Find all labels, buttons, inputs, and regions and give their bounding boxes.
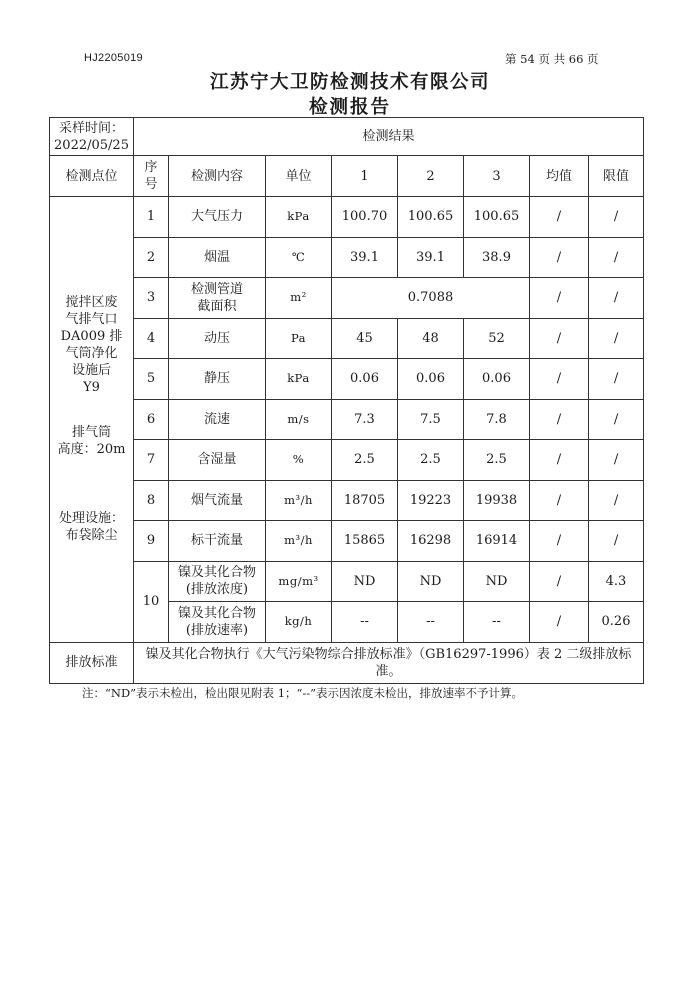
value-cell: 100.70	[332, 197, 398, 238]
page-number: 第 54 页 共 66 页	[505, 52, 599, 66]
item-line: 镍及其化合物	[177, 605, 256, 621]
unit-cell: kg/h	[266, 602, 332, 643]
item-cell	[169, 602, 266, 643]
limit-cell: /	[589, 440, 644, 481]
table-row	[50, 318, 644, 359]
table-row	[50, 237, 644, 278]
col-header-avg: 均值	[530, 156, 589, 197]
value-cell: 45	[332, 318, 398, 359]
footnote: 注：“ND”表示未检出，检出限见附表 1；“--”表示因浓度未检出，排放速率不予计算。	[82, 686, 524, 700]
seq-cell: 10	[134, 561, 169, 642]
col-header-seq	[134, 156, 169, 197]
col-header-point: 检测点位	[50, 156, 134, 197]
value-cell: --	[398, 602, 464, 643]
value-cell: ND	[464, 561, 530, 602]
point-cell	[50, 197, 134, 643]
value-cell: --	[464, 602, 530, 643]
unit-cell: ℃	[266, 237, 332, 278]
seq-cell: 6	[134, 399, 169, 440]
limit-cell: /	[589, 480, 644, 521]
seq-cell: 1	[134, 197, 169, 238]
unit-cell: m³/h	[266, 480, 332, 521]
item-cell: 烟温	[169, 237, 266, 278]
limit-cell: /	[589, 399, 644, 440]
unit-cell: m/s	[266, 399, 332, 440]
value-cell: 0.06	[398, 359, 464, 400]
item-cell: 烟气流量	[169, 480, 266, 521]
item-cell	[169, 278, 266, 319]
item-line: (排放浓度)	[185, 582, 249, 598]
point-line: 设施后	[71, 363, 111, 379]
value-cell: 52	[464, 318, 530, 359]
limit-cell: /	[589, 197, 644, 238]
item-line: 镍及其化合物	[177, 565, 256, 581]
item-cell: 大气压力	[169, 197, 266, 238]
point-line: Y9	[83, 380, 100, 396]
unit-cell: kPa	[266, 359, 332, 400]
limit-cell: /	[589, 521, 644, 562]
value-cell: ND	[398, 561, 464, 602]
col-header-2: 2	[398, 156, 464, 197]
value-cell: 7.3	[332, 399, 398, 440]
limit-cell: /	[589, 318, 644, 359]
value-cell: ND	[332, 561, 398, 602]
value-cell: 16914	[464, 521, 530, 562]
table-row	[50, 521, 644, 562]
point-line: 气排气口	[65, 312, 118, 328]
col-header-3: 3	[464, 156, 530, 197]
unit-cell: m²	[266, 278, 332, 319]
avg-cell: /	[530, 399, 589, 440]
value-cell: 2.5	[398, 440, 464, 481]
seq-header-text: 序号	[144, 160, 158, 192]
limit-cell: /	[589, 237, 644, 278]
value-cell: 16298	[398, 521, 464, 562]
avg-cell: /	[530, 278, 589, 319]
company-name: 江苏宁大卫防检测技术有限公司	[209, 72, 490, 93]
sample-time-cell	[50, 118, 134, 156]
item-cell: 含湿量	[169, 440, 266, 481]
table-row	[50, 480, 644, 521]
avg-cell: /	[530, 318, 589, 359]
avg-cell: /	[530, 359, 589, 400]
standard-row	[50, 642, 644, 683]
seq-cell: 7	[134, 440, 169, 481]
item-line: 截面积	[197, 298, 237, 314]
table-row	[50, 359, 644, 400]
sample-time-label: 采样时间：	[58, 120, 124, 136]
seq-cell: 2	[134, 237, 169, 278]
point-line: 气筒净化	[65, 346, 118, 362]
item-cell: 动压	[169, 318, 266, 359]
item-cell: 流速	[169, 399, 266, 440]
avg-cell: /	[530, 480, 589, 521]
unit-cell: mg/m³	[266, 561, 332, 602]
value-cell: 100.65	[398, 197, 464, 238]
facility-value: 布袋除尘	[65, 528, 118, 544]
col-header-item: 检测内容	[169, 156, 266, 197]
item-line: 检测管道	[190, 281, 243, 297]
sample-time-value: 2022/05/25	[54, 137, 129, 153]
value-cell: 48	[398, 318, 464, 359]
unit-cell: %	[266, 440, 332, 481]
limit-cell: 4.3	[589, 561, 644, 602]
table-row	[50, 278, 644, 319]
unit-cell: m³/h	[266, 521, 332, 562]
value-cell: 100.65	[464, 197, 530, 238]
seq-cell: 4	[134, 318, 169, 359]
value-cell: 2.5	[464, 440, 530, 481]
seq-cell: 3	[134, 278, 169, 319]
value-cell: 18705	[332, 480, 398, 521]
value-cell: 0.06	[464, 359, 530, 400]
col-header-1: 1	[332, 156, 398, 197]
avg-cell: /	[530, 237, 589, 278]
results-table	[49, 117, 644, 684]
value-cell: 7.8	[464, 399, 530, 440]
seq-cell: 5	[134, 359, 169, 400]
table-row	[50, 197, 644, 238]
item-line: (排放速率)	[185, 622, 249, 638]
value-cell: --	[332, 602, 398, 643]
report-code: HJ2205019	[84, 52, 143, 64]
stack-height-label: 排气筒	[71, 425, 111, 441]
stack-height-value: 高度：20m	[57, 442, 126, 458]
seq-cell: 8	[134, 480, 169, 521]
avg-cell: /	[530, 602, 589, 643]
seq-cell: 9	[134, 521, 169, 562]
value-cell: 39.1	[332, 237, 398, 278]
avg-cell: /	[530, 440, 589, 481]
unit-cell: Pa	[266, 318, 332, 359]
table-row	[50, 561, 644, 602]
unit-cell: kPa	[266, 197, 332, 238]
table-row	[50, 399, 644, 440]
table-row	[50, 440, 644, 481]
item-cell: 标干流量	[169, 521, 266, 562]
item-cell	[169, 561, 266, 602]
item-cell: 静压	[169, 359, 266, 400]
merged-value-cell: 0.7088	[332, 278, 530, 319]
value-cell: 38.9	[464, 237, 530, 278]
avg-cell: /	[530, 561, 589, 602]
facility-label: 处理设施：	[58, 511, 124, 527]
col-header-limit: 限值	[589, 156, 644, 197]
value-cell: 19938	[464, 480, 530, 521]
avg-cell: /	[530, 521, 589, 562]
standard-label: 排放标准	[50, 642, 134, 683]
results-header: 检测结果	[134, 118, 644, 156]
report-title: 检测报告	[308, 97, 391, 118]
value-cell: 0.06	[332, 359, 398, 400]
point-line: DA009 排	[60, 329, 123, 345]
limit-cell: 0.26	[589, 602, 644, 643]
value-cell: 15865	[332, 521, 398, 562]
limit-cell: /	[589, 359, 644, 400]
limit-cell: /	[589, 278, 644, 319]
value-cell: 39.1	[398, 237, 464, 278]
value-cell: 19223	[398, 480, 464, 521]
point-line: 搅拌区废	[65, 295, 118, 311]
avg-cell: /	[530, 197, 589, 238]
value-cell: 2.5	[332, 440, 398, 481]
col-header-unit: 单位	[266, 156, 332, 197]
value-cell: 7.5	[398, 399, 464, 440]
standard-text: 镍及其化合物执行《大气污染物综合排放标准》（GB16297-1996）表 2 二级排放标准。	[134, 642, 644, 683]
